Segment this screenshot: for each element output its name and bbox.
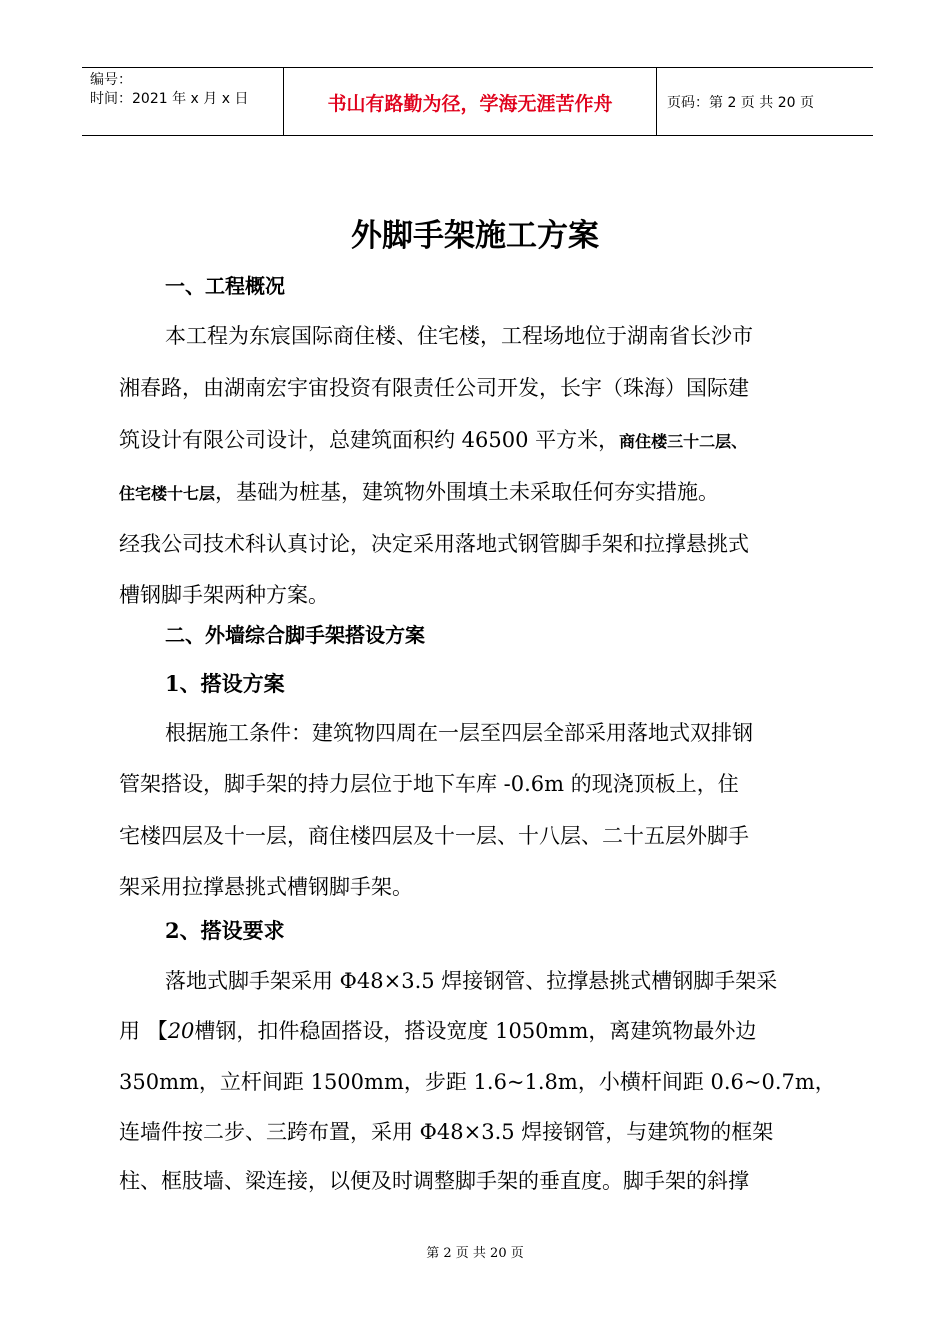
channel-steel-size: 20 [167, 1019, 195, 1043]
document-title: 外脚手架施工方案 [351, 218, 599, 254]
residential-floors-emphasis: 住宅楼十七层 [119, 484, 216, 503]
paragraph-text: ，基础为桩基，建筑物外围填土未采取任何夯实措施。 [215, 480, 720, 504]
paragraph-line: 落地式脚手架采用 Φ48×3.5 焊接钢管、拉撑悬挑式槽钢脚手架采 [165, 969, 778, 993]
paragraph-line: 经我公司技术科认真讨论，决定采用落地式钢管脚手架和拉撑悬挑式 [119, 532, 749, 556]
paragraph-line: 根据施工条件：建筑物四周在一层至四层全部采用落地式双排钢 [165, 721, 753, 745]
header-motto-cell [284, 68, 657, 135]
paragraph-line: 350mm，立杆间距 1500mm，步距 1.6~1.8m，小横杆间距 0.6~0.7m， [119, 1070, 836, 1094]
paragraph-text: 用 【 [119, 1019, 168, 1043]
document-number-label: 编号： [90, 72, 132, 88]
paragraph-line: 连墙件按二步、三跨布置，采用 Φ48×3.5 焊接钢管，与建筑物的框架 [119, 1120, 774, 1144]
header-meta-cell [82, 68, 284, 135]
page-footer: 第 2 页 共 20 页 [426, 1246, 524, 1261]
building-floors-emphasis: 商住楼三十二层、 [619, 432, 748, 451]
section-heading-overview: 一、工程概况 [165, 274, 285, 298]
section-heading-scaffold-plan: 二、外墙综合脚手架搭设方案 [165, 623, 425, 647]
paragraph-line: 宅楼四层及十一层，商住楼四层及十一层、十八层、二十五层外脚手 [119, 824, 749, 848]
header-table [82, 67, 873, 136]
paragraph-line [119, 477, 719, 507]
paragraph-text: 筑设计有限公司设计，总建筑面积约 46500 平方米， [119, 428, 620, 452]
paragraph-line: 本工程为东宸国际商住楼、住宅楼，工程场地位于湖南省长沙市 [165, 324, 753, 348]
sub-heading-erection-requirements: 2、搭设要求 [165, 918, 285, 943]
paragraph-text: 槽钢，扣件稳固搭设，搭设宽度 1050mm，离建筑物最外边 [194, 1019, 757, 1043]
header-page-cell [657, 68, 873, 135]
header-motto: 书山有路勤为径，学海无涯苦作舟 [327, 93, 613, 115]
paragraph-line: 湘春路，由湖南宏宇宙投资有限责任公司开发，长宇（珠海）国际建 [119, 376, 749, 400]
paragraph-line: 架采用拉撑悬挑式槽钢脚手架。 [119, 875, 413, 899]
paragraph-line [119, 425, 747, 455]
paragraph-line [119, 1016, 756, 1046]
paragraph-line: 柱、框肢墙、梁连接，以便及时调整脚手架的垂直度。脚手架的斜撑 [119, 1169, 749, 1193]
document-time-label: 时间：2021 年 x 月 x 日 [90, 91, 249, 107]
header-page-info: 页码：第 2 页 共 20 页 [667, 95, 814, 111]
paragraph-line: 槽钢脚手架两种方案。 [119, 583, 329, 607]
paragraph-line: 管架搭设，脚手架的持力层位于地下车库 -0.6m 的现浇顶板上，住 [119, 772, 739, 796]
sub-heading-erection-plan: 1、搭设方案 [165, 671, 285, 696]
